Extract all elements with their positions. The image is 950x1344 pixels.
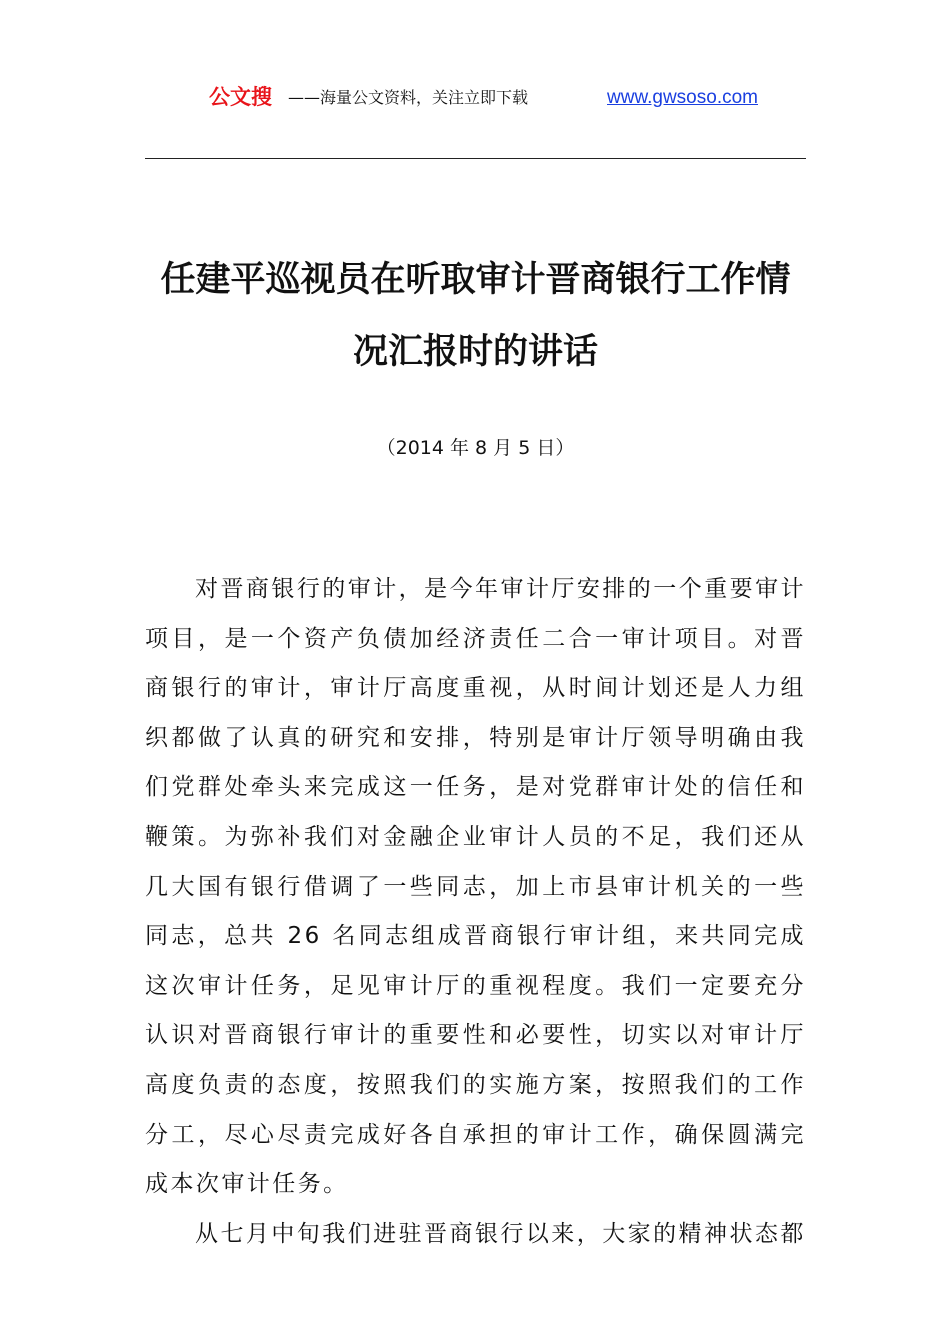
- body-paragraph: 从七月中旬我们进驻晋商银行以来，大家的精神状态都: [195, 1220, 806, 1247]
- document-body: [145, 565, 806, 1259]
- header-divider: [145, 158, 806, 159]
- website-link[interactable]: www.gwsoso.com: [607, 87, 758, 108]
- body-paragraph: 对晋商银行的审计，是今年审计厅安排的一个重要审计项目，是一个资产负债加经济责任二合一审计项目。对晋商银行的审计，审计厅高度重视，从时间计划还是人力组织都做了认真的研究和安排，特别是审计厅领导明确由我们党群处牵头来完成这一任务，是对党群审计处的信任和鞭策。为弥补我们对金融企业审计人员的不足，我们还从几大国有银行借调了一些同志，加上市县审计机关的一些同志，总共 26 名同志组成晋商银行审计组，来共同完成这次审计任务，足见审计厅的重视程度。我们一定要充分认识对晋商银行审计的重要性和必要性，切实以对审计厅高度负责的态度，按照我们的实施方案，按照我们的工作分工，尽心尽责完成好各自承担的审计工作，确保圆满完成本次审计任务。: [145, 576, 806, 1198]
- brand-logo-text: 公文搜: [209, 85, 272, 109]
- header-slogan: ——海量公文资料，关注立即下载: [288, 88, 529, 107]
- document-title: 任建平巡视员在听取审计晋商银行工作情况汇报时的讲话: [160, 259, 791, 372]
- page-header: [145, 82, 805, 114]
- document-date: （2014 年 8 月 5 日）: [376, 437, 575, 459]
